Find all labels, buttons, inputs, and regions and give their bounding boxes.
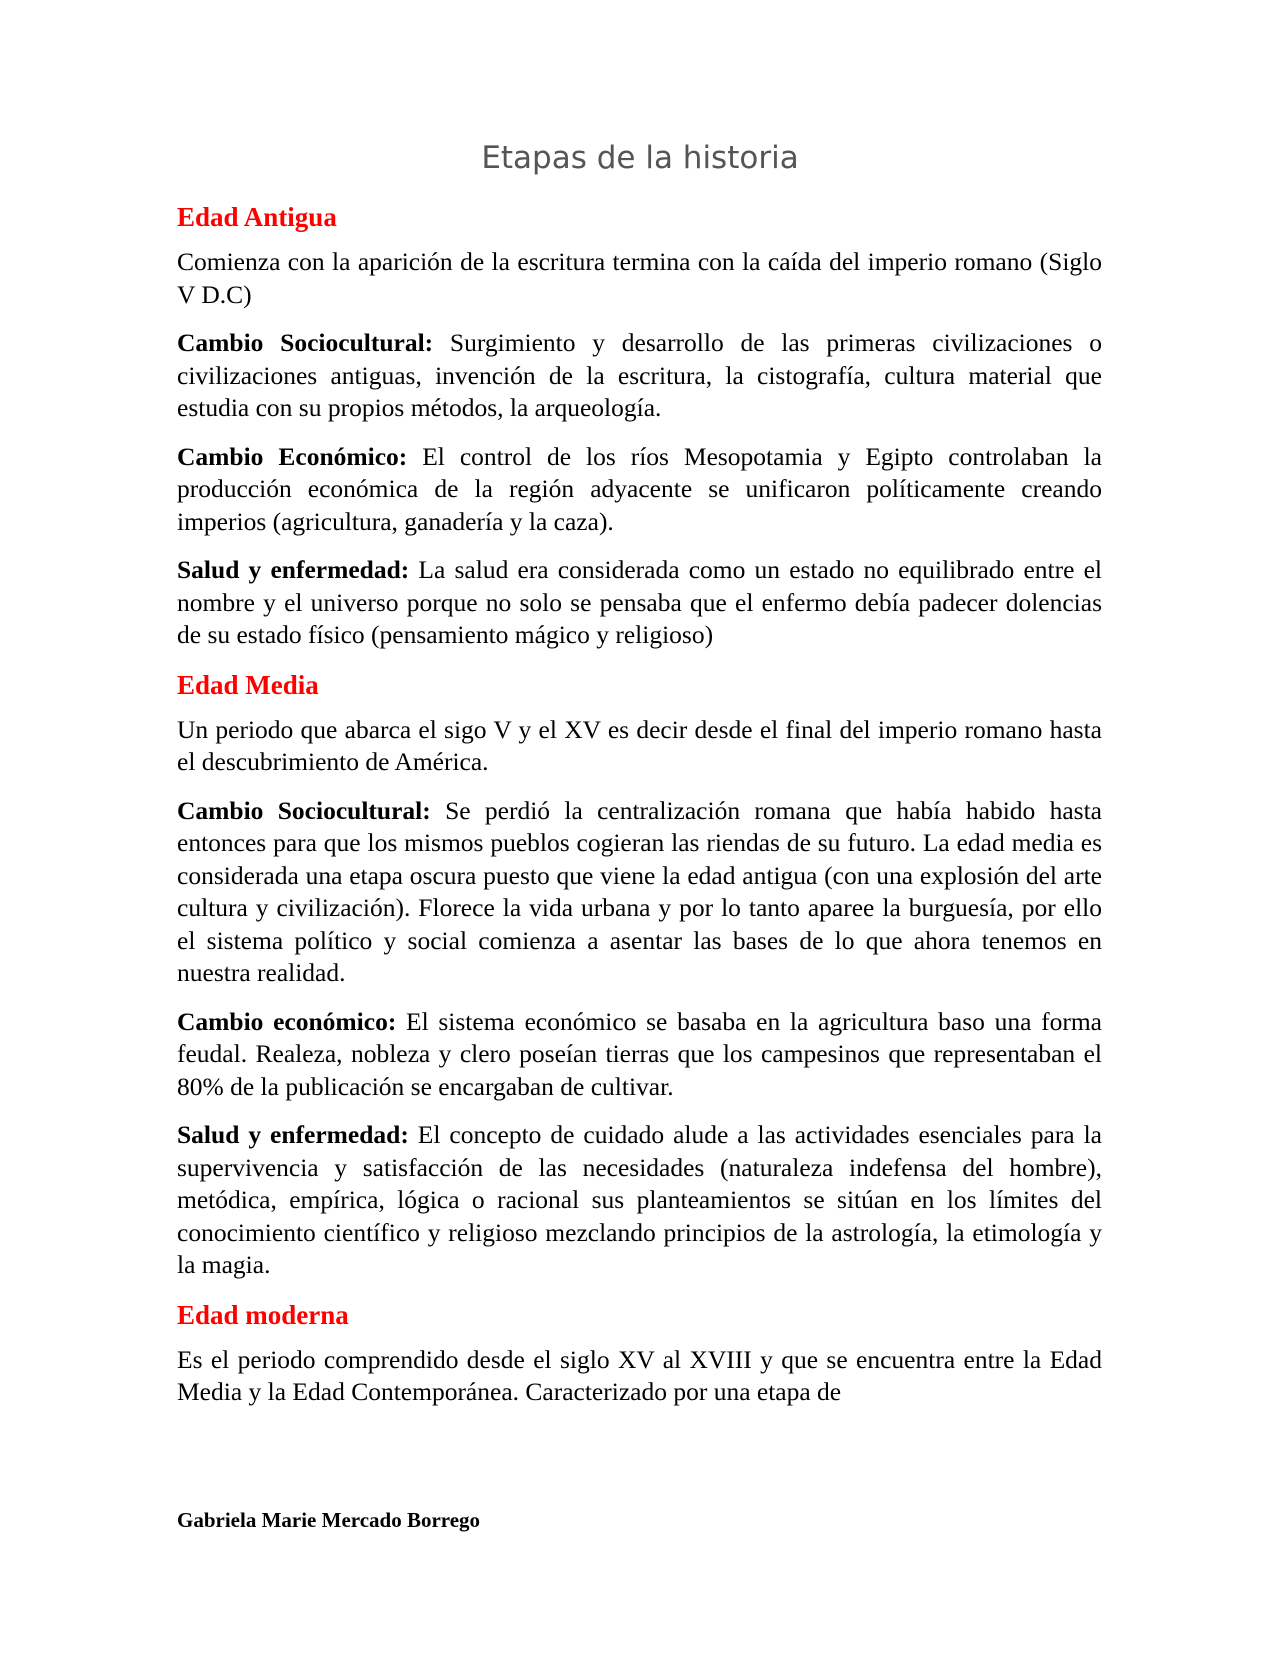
document-body [177, 200, 1102, 1425]
paragraph-label: Cambio Sociocultural: [177, 328, 434, 357]
paragraph-text: Se perdió la centralización romana que había habido hasta entonces para que los mismos pueblos cogieran las riendas de su futuro. La edad media es considerada una etapa oscura puesto que viene la edad antigua (con una explosión del arte cultura y civilización). Florece la vida urbana y por lo tanto aparee la burguesía, por ello el sistema político y social comienza a asentar las bases de lo que ahora tenemos en nuestra realidad. [177, 795, 1102, 987]
paragraph-media-salud [177, 1119, 1102, 1282]
paragraph-label: Salud y enfermedad: [177, 1120, 409, 1149]
paragraph-label: Salud y enfermedad: [177, 555, 410, 584]
section-intro-edad-moderna: Es el periodo comprendido desde el siglo XV al XVIII y que se encuentra entre la Edad Media y la Edad Contemporánea. Caracterizado por una etapa de [177, 1344, 1102, 1406]
paragraph-media-sociocultural [177, 795, 1102, 990]
section-heading-edad-moderna: Edad moderna [177, 1299, 349, 1330]
section-intro-edad-antigua: Comienza con la aparición de la escritura termina con la caída del imperio romano (Siglo V D.C) [177, 247, 1102, 309]
paragraph-antigua-sociocultural [177, 327, 1102, 425]
paragraph-media-economico [177, 1006, 1102, 1104]
paragraph-text: El control de los ríos Mesopotamia y Egipto controlaban la producción económica de la región adyacente se unificaron políticamente creando imperios (agricultura, ganadería y la caza). [177, 441, 1102, 536]
paragraph-label: Cambio Sociocultural: [177, 795, 431, 825]
paragraph-label: Cambio económico: [177, 1006, 397, 1036]
paragraph-label: Cambio Económico: [177, 441, 408, 471]
paragraph-antigua-salud [177, 554, 1102, 652]
paragraph-text: La salud era considerada como un estado no equilibrado entre el nombre y el universo porque no solo se pensaba que el enfermo debía padecer dolencias de su estado físico (pensamiento mágico y religioso) [177, 555, 1102, 649]
footer-author: Gabriela Marie Mercado Borrego [177, 1508, 481, 1532]
section-intro-edad-media: Un periodo que abarca el sigo V y el XV es decir desde el final del imperio romano hasta el descubrimiento de América. [177, 714, 1102, 776]
paragraph-text: El concepto de cuidado alude a las actividades esenciales para la supervivencia y satisfacción de las necesidades (naturaleza indefensa del hombre), metódica, empírica, lógica o racional sus planteamientos se sitúan en los límites del conocimiento científico y religioso mezclando principios de la astrología, la etimología y la magia. [177, 1120, 1102, 1279]
paragraph-antigua-economico [177, 441, 1102, 539]
section-heading-edad-media: Edad Media [177, 669, 319, 700]
paragraph-text: El sistema económico se basaba en la agricultura baso una forma feudal. Realeza, nobleza y clero poseían tierras que los campesinos que representaban el 80% de la publicación se encargaban de cultivar. [177, 1006, 1102, 1101]
paragraph-text: Surgimiento y desarrollo de las primeras civilizaciones o civilizaciones antiguas, invención de la escritura, la cistografía, cultura material que estudia con su propios métodos, la arqueología. [177, 328, 1102, 422]
section-heading-edad-antigua: Edad Antigua [177, 202, 337, 232]
page-title: Etapas de la historia [481, 140, 799, 176]
